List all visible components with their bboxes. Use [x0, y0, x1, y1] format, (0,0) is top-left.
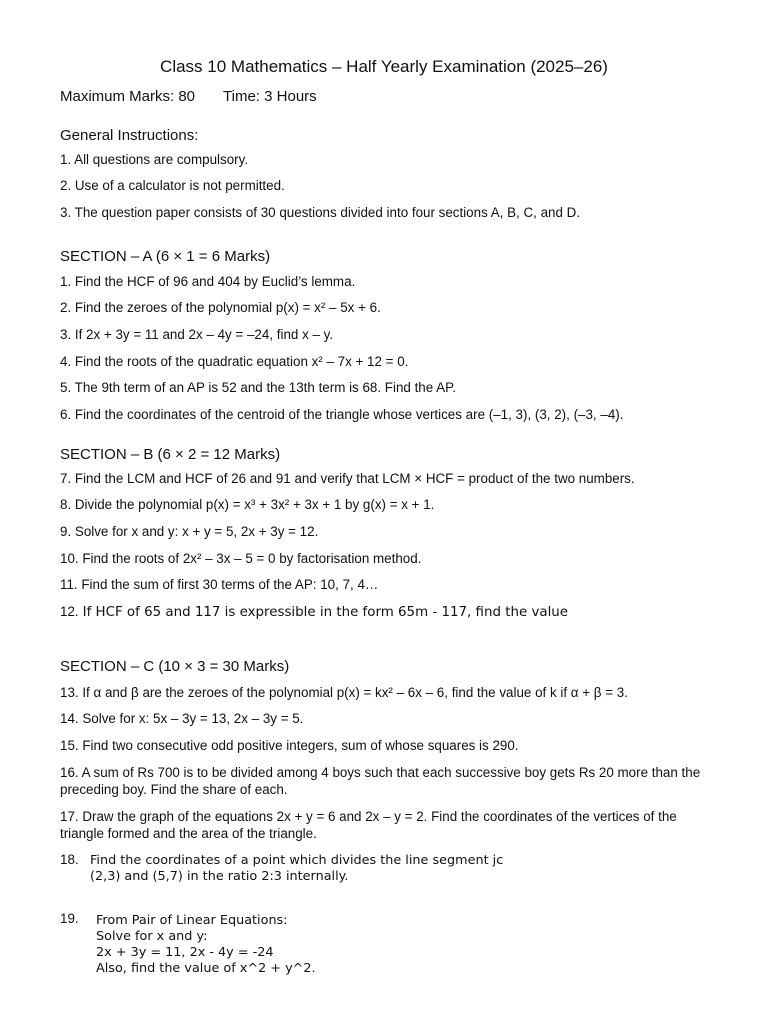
question-5: 5. The 9th term of an AP is 52 and the 13th term is 68. Find the AP. — [60, 380, 457, 395]
max-marks: Maximum Marks: 80 — [60, 88, 196, 105]
question-15: 15. Find two consecutive odd positive integers, sum of whose squares is 290. — [60, 738, 519, 753]
question-12-text: If HCF of 65 and 117 is expressible in the form 65m - 117, find the value — [82, 605, 569, 620]
question-2: 2. Find the zeroes of the polynomial p(x) = x² – 5x + 6. — [60, 300, 381, 315]
question-18-number: 18. — [60, 852, 79, 867]
question-12 — [60, 604, 568, 620]
instruction-item: 3. The question paper consists of 30 questions divided into four sections A, B, C, and D. — [60, 205, 581, 220]
question-18-line: (2,3) and (5,7) in the ratio 2:3 internally. — [90, 869, 349, 884]
section-c-heading: SECTION – C (10 × 3 = 30 Marks) — [60, 658, 290, 675]
question-19-line: From Pair of Linear Equations: — [96, 913, 288, 928]
question-12-number: 12. — [60, 604, 79, 619]
question-19-text — [96, 913, 316, 977]
section-b-heading: SECTION – B (6 × 2 = 12 Marks) — [60, 446, 281, 463]
question-19-number: 19. — [60, 911, 79, 926]
instruction-item: 2. Use of a calculator is not permitted. — [60, 178, 285, 193]
question-11: 11. Find the sum of first 30 terms of the AP: 10, 7, 4… — [60, 577, 379, 592]
question-19-line: Also, find the value of x^2 + y^2. — [96, 961, 316, 976]
question-8: 8. Divide the polynomial p(x) = x³ + 3x² + 3x + 1 by g(x) = x + 1. — [60, 497, 435, 512]
section-a-heading: SECTION – A (6 × 1 = 6 Marks) — [60, 248, 271, 265]
question-6: 6. Find the coordinates of the centroid of the triangle whose vertices are (–1, 3), (3, 2), (–3, –4). — [60, 407, 624, 422]
question-9: 9. Solve for x and y: x + y = 5, 2x + 3y = 12. — [60, 524, 319, 539]
instruction-item: 1. All questions are compulsory. — [60, 152, 249, 167]
page-title: Class 10 Mathematics – Half Yearly Examination (2025–26) — [160, 57, 608, 76]
question-16: 16. A sum of Rs 700 is to be divided among 4 boys such that each successive boy gets Rs 20 more than the preceding boy. Find the share of each. — [60, 765, 701, 797]
question-4: 4. Find the roots of the quadratic equation x² – 7x + 12 = 0. — [60, 354, 409, 369]
question-19-line: Solve for x and y: — [96, 929, 208, 944]
question-17: 17. Draw the graph of the equations 2x + y = 6 and 2x – y = 2. Find the coordinates of the vertices of the triangle formed and the area of the triangle. — [60, 809, 677, 841]
question-18-line: Find the coordinates of a point which divides the line segment jc — [90, 853, 504, 868]
question-1: 1. Find the HCF of 96 and 404 by Euclid’s lemma. — [60, 274, 356, 289]
question-14: 14. Solve for x: 5x – 3y = 13, 2x – 3y = 5. — [60, 711, 304, 726]
question-13: 13. If α and β are the zeroes of the polynomial p(x) = kx² – 6x – 6, find the value of k if α + β = 3. — [60, 685, 628, 700]
question-7: 7. Find the LCM and HCF of 26 and 91 and verify that LCM × HCF = product of the two numbers. — [60, 471, 635, 486]
exam-meta — [60, 88, 317, 105]
question-3: 3. If 2x + 3y = 11 and 2x – 4y = –24, find x – y. — [60, 327, 334, 342]
instructions-heading: General Instructions: — [60, 127, 199, 144]
question-10: 10. Find the roots of 2x² – 3x – 5 = 0 by factorisation method. — [60, 551, 422, 566]
question-18-text — [90, 853, 503, 885]
exam-time: Time: 3 Hours — [223, 88, 317, 105]
question-19-line: 2x + 3y = 11, 2x - 4y = -24 — [96, 945, 274, 960]
